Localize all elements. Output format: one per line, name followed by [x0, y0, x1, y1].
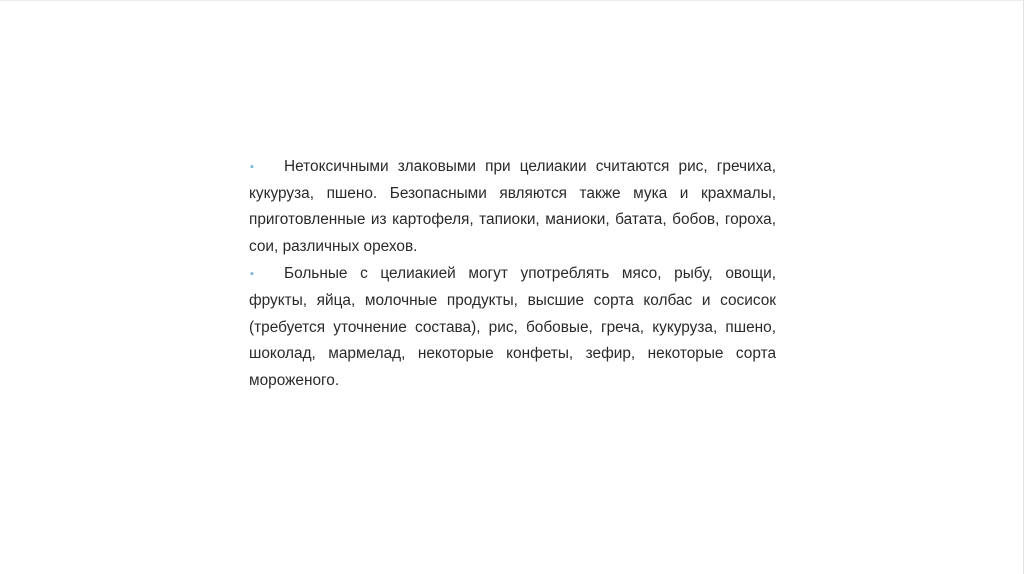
- bullet-icon: ▪: [250, 268, 254, 281]
- bullet-icon: ▪: [250, 161, 254, 173]
- bullet-item-1: [249, 154, 776, 260]
- bullet-text-1: Нетоксичными злаковыми при целиакии считаются рис, гречиха, кукуруза, пшено. Безопасными являются также мука и крахмалы, приготовленные из картофеля, тапиоки, маниоки, батата, бобов, гороха, сои, различных орехов.: [249, 158, 776, 255]
- bullet-text-2: Больные с целиакией могут употреблять мясо, рыбу, овощи, фрукты, яйца, молочные продукты, высшие сорта колбас и сосисок (требуется уточнение состава), рис, бобовые, греча, кукуруза, пшено, шоколад, мармелад, некоторые конфеты, зефир, некоторые сорта мороженого.: [249, 265, 776, 389]
- bullet-item-2: [249, 261, 776, 394]
- bullet-list: [249, 154, 776, 395]
